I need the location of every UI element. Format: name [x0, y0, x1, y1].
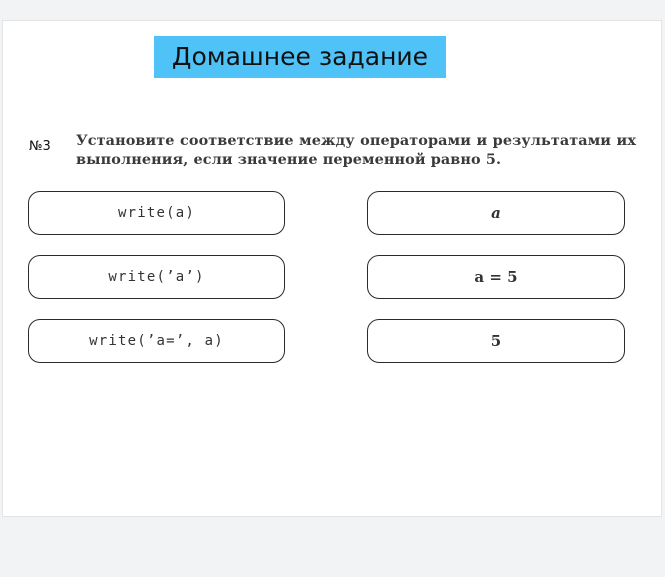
task-number: №3: [29, 139, 51, 154]
result-label-3: 5: [490, 332, 502, 350]
operator-box-3: [28, 319, 285, 363]
operator-label-2: write(’a’): [108, 269, 205, 285]
result-box-3: [367, 319, 625, 363]
operator-label-1: write(a): [117, 205, 196, 221]
operator-box-1: [28, 191, 285, 235]
result-box-2: [367, 255, 625, 299]
task-statement: Установите соответствие между операторами и результатами их выполнения, если значение переменной равно 5.: [76, 132, 636, 168]
result-label-1: a: [491, 204, 501, 222]
operator-label-3: write(’a=’, a): [89, 333, 224, 349]
result-box-1: [367, 191, 625, 235]
result-label-2: a = 5: [474, 268, 518, 286]
page-title: Домашнее задание: [154, 36, 446, 78]
operator-box-2: [28, 255, 285, 299]
